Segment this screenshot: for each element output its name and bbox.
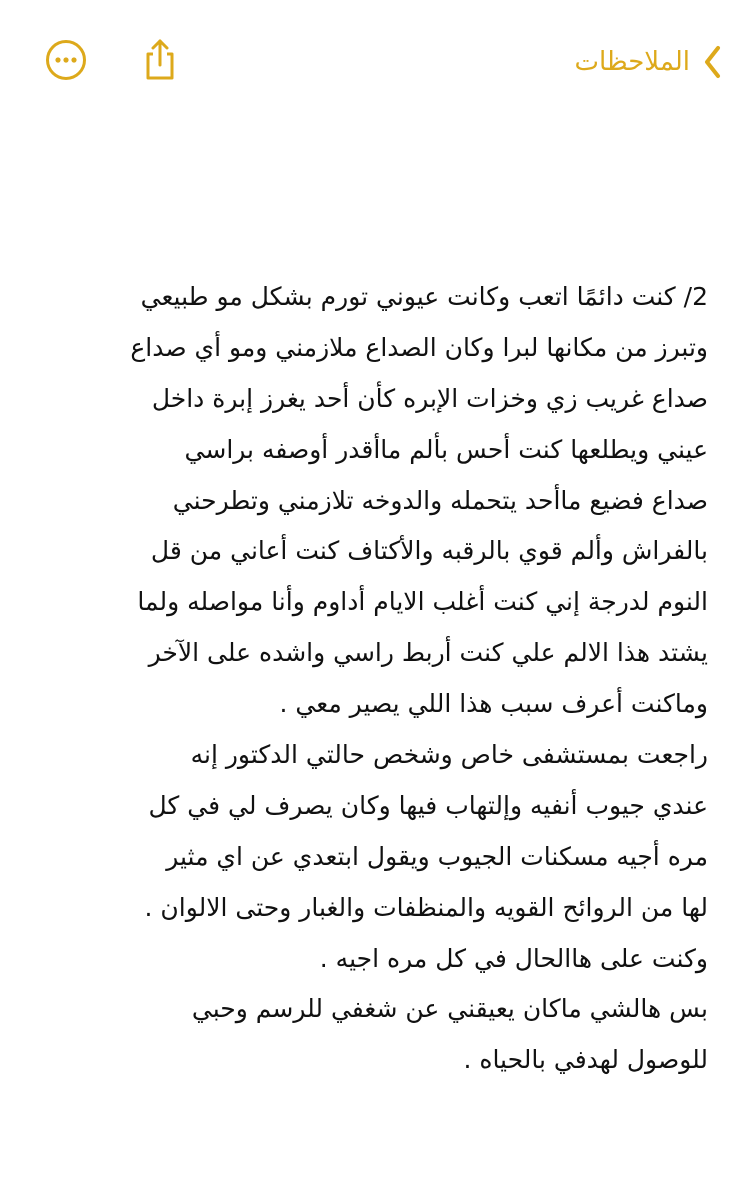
note-line: النوم لدرجة إني كنت أغلب الايام أداوم وأنا مواصله ولما	[137, 587, 708, 617]
note-line: صداع فضيع ماأحد يتحمله والدوخه تلازمني وتطرحني	[172, 485, 708, 515]
note-line: عندي جيوب أنفيه وإلتهاب فيها وكان يصرف لي في كل	[148, 790, 708, 820]
navigation-bar	[0, 0, 748, 130]
note-line: راجعت بمستشفى خاص وشخص حالتي الدكتور إنه	[190, 740, 708, 770]
share-icon	[140, 38, 180, 86]
note-line: بالفراش وألم قوي بالرقبه والأكتاف كنت أعاني من قل	[150, 536, 708, 566]
note-line: 2/ كنت دائمًا اتعب وكانت عيوني تورم بشكل مو طبيعي	[140, 282, 708, 311]
back-button-label: الملاحظات	[574, 47, 690, 77]
back-button[interactable]	[575, 38, 727, 86]
note-line: يشتد هذا الالم علي كنت أربط راسي واشده على الآخر	[148, 638, 708, 668]
more-options-button[interactable]	[44, 40, 88, 84]
note-line: عيني ويطلعها كنت أحس بألم ماأقدر أوصفه براسي	[184, 434, 708, 464]
note-body[interactable]	[28, 272, 708, 1086]
note-line: مره أجيه مسكنات الجيوب ويقول ابتعدي عن اي مثير	[166, 841, 708, 871]
note-line: وكنت على هاالحال في كل مره اجيه .	[319, 943, 708, 973]
note-line: وتبرز من مكانها لبرا وكان الصداع ملازمني ومو أي صداع	[130, 332, 708, 362]
note-line: لها من الروائح القويه والمنظفات والغبار وحتى الالوان .	[144, 892, 708, 922]
note-line: وماكنت أعرف سبب هذا اللي يصير معي .	[279, 689, 708, 719]
more-ellipsis-icon	[44, 38, 88, 86]
share-button[interactable]	[138, 40, 182, 84]
note-line: بس هالشي ماكان يعيقني عن شغفي للرسم وحبي	[191, 994, 708, 1024]
note-line: للوصول لهدفي بالحياه .	[463, 1045, 708, 1075]
chevron-left-icon	[700, 42, 726, 82]
note-line: صداع غريب زي وخزات الإبره كأن أحد يغرز إبرة داخل	[151, 383, 708, 413]
